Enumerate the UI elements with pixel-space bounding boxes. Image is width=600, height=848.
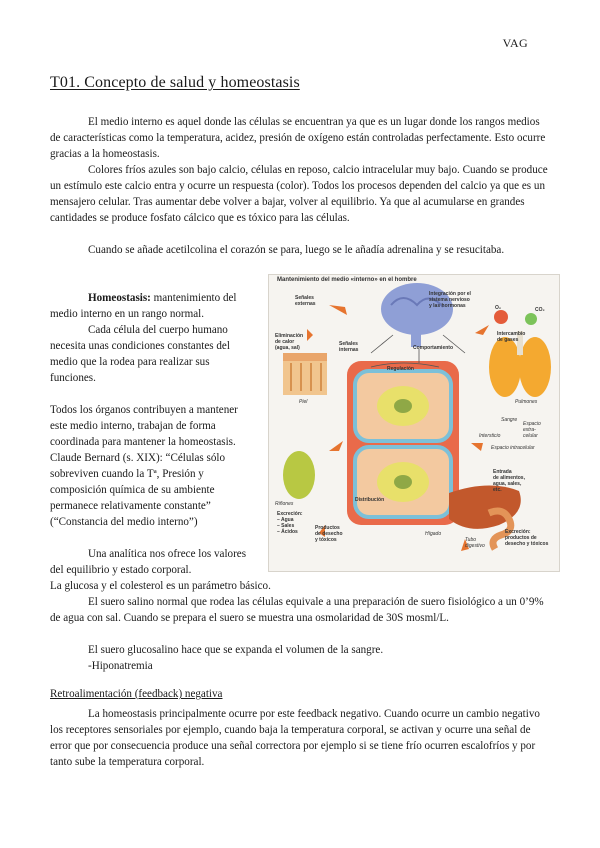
lung-left <box>489 337 521 397</box>
co2-ball <box>525 313 537 325</box>
label-espacio-intra: Espacio intracelular <box>491 445 535 451</box>
label-o2: O₂ <box>495 305 502 311</box>
author-initials: VAG <box>502 36 528 50</box>
homeostasis-figure <box>268 274 560 572</box>
label-co2: CO₂ <box>535 307 545 313</box>
label-rinones: Riñones <box>275 501 294 507</box>
paragraph-suero-salino: El suero salino normal que rodea las células equivale a una preparación de suero fisiológico a un 0’9% de agua con sal. Cuando se prepara el suero se muestra una osmolaridad de 30S mosml/L. <box>50 596 544 624</box>
label-tubo: Tubo digestivo <box>465 537 485 549</box>
lung-right <box>519 337 551 397</box>
label-espacio-extra: Espacio extra- celular <box>523 421 541 439</box>
paragraph-medio-interno: El medio interno es aquel donde las células se encuentran ya que es un lugar donde los rangos medios de características como la temperatura, acidez, presión de oxígeno están controladas perfectamente. Esto ocurre gracias a la homeostasis. <box>50 116 546 160</box>
label-regulacion: Regulación <box>387 366 414 372</box>
label-productos: Productos de desecho y tóxicos <box>315 525 343 543</box>
o2-ball <box>494 310 508 324</box>
paragraph-suero-glucosalino: El suero glucosalino hace que se expanda el volumen de la sangre. <box>88 644 384 656</box>
section-title: T01. Concepto de salud y homeostasis <box>50 74 300 91</box>
label-excrecion: Excreción: – Agua – Sales – Ácidos <box>277 511 303 535</box>
paragraph-calcio: Colores fríos azules son bajo calcio, células en reposo, calcio intracelular muy bajo. Cuando se produce un estímulo este calcio entra y ocurre un respuesta (color). Todos los procesos dependen del calcio ya que es un mensajero celular. Tras aumentar debe volver a bajar, volver al equilibrio. Ya que al acumularse en grandes cantidades se produce fosfato cálcico que es tóxico para las células. <box>50 164 548 224</box>
kidney-shape <box>283 451 315 499</box>
paragraph-organos-bernard: Todos los órganos contribuyen a mantener este medio interno, trabajan de forma coordinada para mantener la homeostasis. Claude Bernard (s. XIX): “Células sólo sobreviven cuando la Tª, Presión y composición química de su ambiente permanece relativamente constante” (“Constancia del medio interno”) <box>50 404 238 528</box>
homeostasis-term: Homeostasis: <box>88 292 151 304</box>
label-senales-externas: Señales externas <box>295 295 316 307</box>
homeostasis-definition: mantenimiento del medio interno en un rango normal. <box>50 292 237 320</box>
label-piel: Piel <box>299 399 308 405</box>
label-comportamiento: Comportamiento <box>413 345 453 351</box>
paragraph-hiponatremia: -Hiponatremia <box>88 660 153 672</box>
figure-title: Mantenimiento del medio «interno» en el hombre <box>277 277 417 283</box>
paragraph-glucosa: La glucosa y el colesterol es un parámetro básico. <box>50 580 271 592</box>
label-higado: Hígado <box>425 531 442 537</box>
label-intercambio: Intercambio de gases <box>497 331 526 343</box>
label-integracion: Integración por el sistema nervioso y las hormonas <box>429 291 471 309</box>
paragraph-feedback: La homeostasis principalmente ocurre por este feedback negativo. Cuando ocurre un cambio negativo los receptores sensoriales por ejemplo, cuando baja la temperatura corporal, se activan y ocurre una señal de error que por consecuencia produce una señal correctora por ejemplo si se tiene frío ocurren escalofríos y por tanto sube la temperatura corporal. <box>50 708 540 768</box>
figure-illustration <box>269 275 559 571</box>
label-eliminacion: Eliminación de calor (agua, sal) <box>275 333 304 351</box>
label-sangre: Sangre <box>501 417 518 423</box>
label-excrecion-desecho: Excreción: productos de desecho y tóxicos <box>505 529 549 547</box>
label-senales-internas: Señales internas <box>339 341 359 353</box>
label-distribucion: Distribución <box>355 497 385 503</box>
label-intersticio: Intersticio <box>479 433 501 439</box>
paragraph-analitica: Una analítica nos ofrece los valores del equilibrio y estado corporal. <box>50 548 247 576</box>
paragraph-homeostasis-definition <box>50 290 255 322</box>
paragraph-acetilcolina: Cuando se añade acetilcolina el corazón se para, luego se le añadía adrenalina y se resucitaba. <box>88 244 505 256</box>
label-pulmones: Pulmones <box>515 399 538 405</box>
subsection-title: Retroalimentación (feedback) negativa <box>50 688 223 700</box>
label-entrada: Entrada de alimentos, agua, sales, etc. <box>493 469 525 493</box>
paragraph-celula-condiciones: Cada célula del cuerpo humano necesita unas condiciones constantes del medio que la rodea para realizar sus funciones. <box>50 324 230 384</box>
